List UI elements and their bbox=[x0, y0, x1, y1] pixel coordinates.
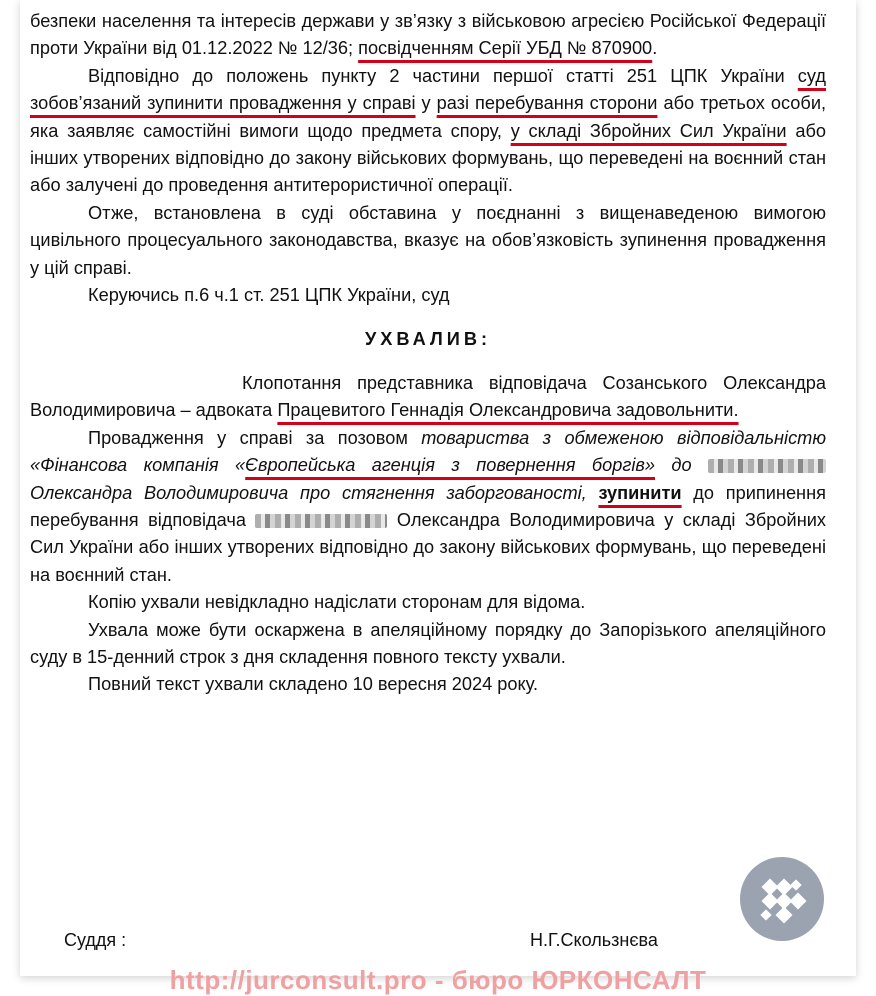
signature-label: Суддя : bbox=[64, 930, 127, 950]
paragraph-4: Керуючись п.6 ч.1 ст. 251 ЦПК України, суд bbox=[88, 285, 450, 306]
puzzle-logo-icon bbox=[740, 857, 824, 941]
paragraph-8: Ухвала може бути оскаржена в апеляційному порядку до Запорізького апеляційного суду в 15-денний строк з дня складення повного тексту ухвали. bbox=[30, 619, 826, 667]
paragraph-5: Клопотання представника відповідача Созанського Олександра Володимировича – адвоката Працевитого Геннадія Олександровича задовольнити. bbox=[30, 372, 826, 421]
paragraph-2: Відповідно до положень пункту 2 частини першої статті 251 ЦПК України суд зобов’язаний зупинити провадження у справі у разі перебування сторони або третьох особи, яка заявляє самостійні вимоги щодо предмета спору, у складі Збройних Сил України або інших утворених відповідно до закону військових формувань, що переведені на воєнний стан або залучені до проведення антитерористичної операції. bbox=[30, 65, 827, 196]
redacted-name bbox=[255, 514, 387, 528]
paragraph-6: Провадження у справі за позовом товариства з обмеженою відповідальністю «Фінансова компанія «Європейська агенція з повернення боргів» до Олександра Володимировича про стягнення заборгованості, зупинити до припинення перебування відповідача Олександра Володимировича у складі Збройних Сил України або інших утворених відповідно до закону військових формувань, що переведені на воєнний стан. bbox=[30, 427, 826, 585]
paragraph-3: Отже, встановлена в суді обставина у поєднанні з вищенаведеною вимогою цивільного процесуального законодавства, вказує на обов’язковість зупинення провадження у цій справі. bbox=[30, 202, 826, 278]
paragraph-9: Повний текст ухвали складено 10 вересня 2024 року. bbox=[88, 674, 539, 695]
redacted-name bbox=[708, 459, 826, 473]
paragraph-1: безпеки населення та інтересів держави у зв’язку з військовою агресією Російської Федерації проти України від 01.12.2022 № 12/36; посвідченням Серії УБД № 870900. bbox=[30, 11, 826, 59]
judge-name: Н.Г.Скользнєва bbox=[530, 930, 658, 950]
footer-watermark: http://jurconsult.pro - бюро ЮРКОНСАЛТ bbox=[169, 965, 707, 995]
document-body bbox=[30, 8, 826, 699]
decision-heading: УХВАЛИВ: bbox=[364, 329, 492, 350]
paragraph-7: Копію ухвали невідкладно надіслати сторонам для відома. bbox=[88, 592, 586, 613]
